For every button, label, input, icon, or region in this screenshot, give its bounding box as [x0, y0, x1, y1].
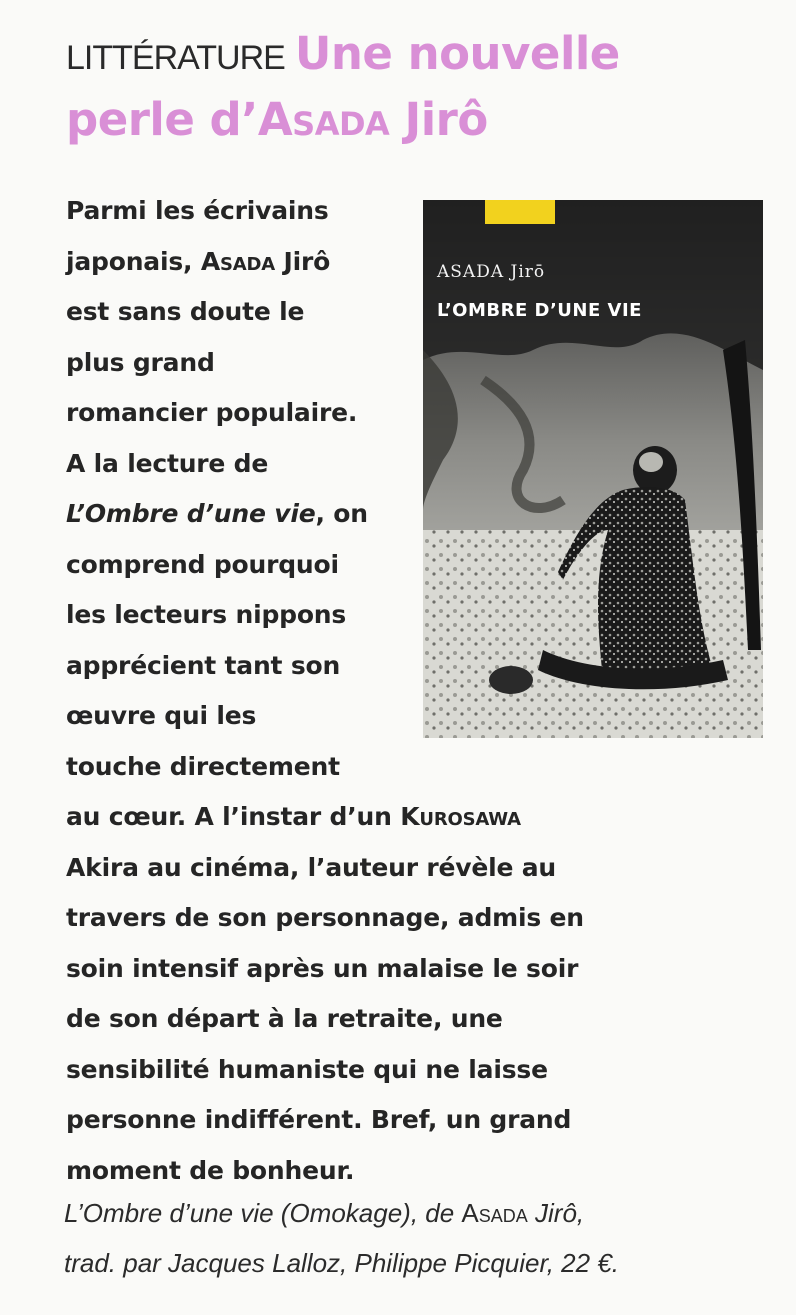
title-part-1: Une nouvelle — [294, 27, 620, 80]
body-line: soin intensif après un malaise le soir — [66, 953, 579, 983]
credits-author-surname: Asada — [461, 1198, 528, 1228]
body-text-fragment: Jirô — [274, 246, 331, 276]
body-line: A la lecture de — [66, 448, 269, 478]
credits-fragment: L’Ombre d’une vie (Omokage), de — [64, 1198, 462, 1228]
book-credits — [64, 1188, 764, 1288]
article-headline — [66, 26, 766, 158]
book-cover-image — [423, 200, 763, 738]
body-line: Parmi les écrivains — [66, 196, 329, 225]
credits-fragment: Jirô, — [527, 1198, 585, 1228]
credits-line: trad. par Jacques Lalloz, Philippe Picquier, 22 €. — [64, 1248, 620, 1278]
body-line: moment de bonheur. — [66, 1155, 355, 1185]
basket — [489, 666, 533, 694]
body-line: œuvre qui les — [66, 701, 257, 730]
body-line: travers de son personnage, admis en — [66, 903, 584, 932]
body-line: plus grand — [66, 347, 215, 377]
publisher-tag — [485, 200, 555, 224]
body-line: touche directement — [66, 751, 340, 781]
body-line — [66, 792, 676, 843]
cover-title: L’OMBRE D’UNE VIE — [437, 300, 642, 321]
title-author-surname: Asada — [257, 93, 390, 146]
body-line: de son départ à la retraite, une — [66, 1004, 503, 1033]
credits-line — [64, 1188, 764, 1238]
body-line: les lecteurs nippons — [66, 600, 347, 629]
body-line: romancier populaire. — [66, 398, 358, 427]
book-title: L’Ombre d’une vie — [66, 499, 316, 528]
section-rubric: LITTÉRATURE — [66, 39, 285, 77]
title-author-name: Jirô — [389, 93, 488, 146]
body-line: personne indifférent. Bref, un grand — [66, 1105, 572, 1134]
leaf-ground — [423, 530, 763, 738]
author-surname: Asada — [200, 246, 275, 276]
body-line: comprend pourquoi — [66, 549, 339, 579]
body-text-fragment: , on — [315, 499, 368, 528]
body-line: apprécient tant son — [66, 650, 341, 680]
cover-author: ASADA Jirō — [437, 262, 546, 282]
body-text-fragment: au cœur. A l’instar d’un — [66, 802, 401, 831]
body-line: est sans doute le — [66, 297, 305, 326]
body-line: Akira au cinéma, l’auteur révèle au — [66, 852, 556, 882]
body-text-fragment: japonais, — [66, 246, 201, 276]
director-surname: Kurosawa — [400, 802, 521, 831]
body-line: sensibilité humaniste qui ne laisse — [66, 1054, 548, 1084]
title-part-2: perle d’ — [66, 93, 258, 146]
